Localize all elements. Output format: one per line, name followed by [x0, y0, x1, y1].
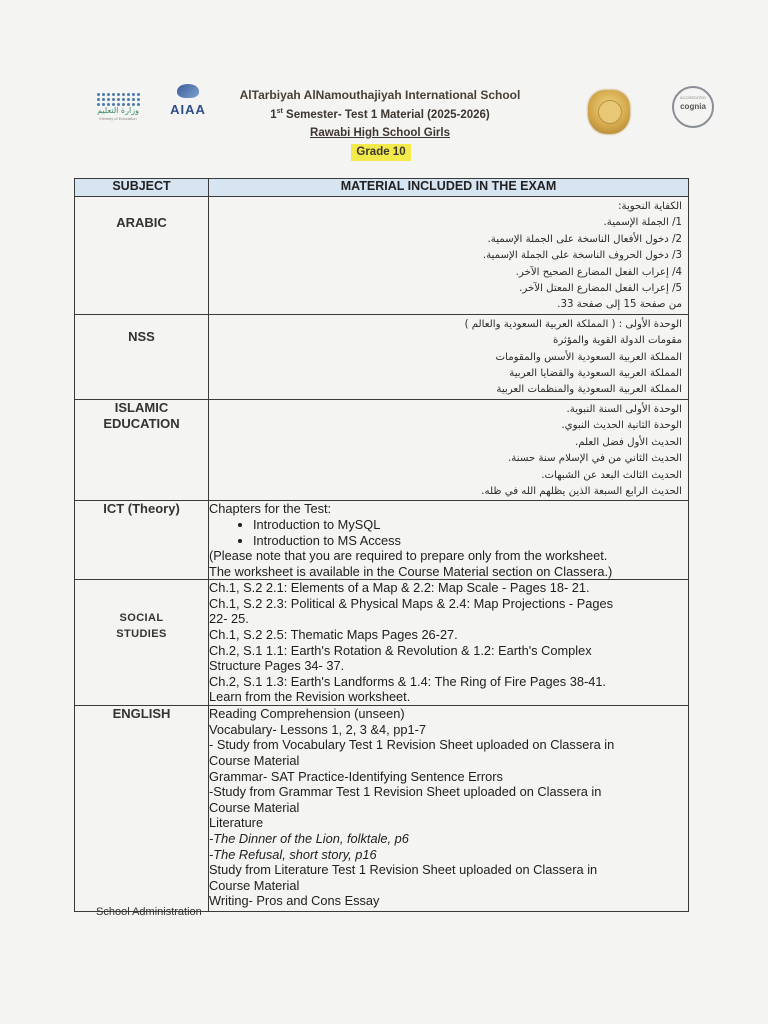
table-row-ict	[75, 501, 689, 580]
subject-cell: ARABIC	[75, 197, 209, 315]
cognia-logo	[672, 86, 714, 128]
semester-title-rest: Semester- Test 1 Material (2025-2026)	[282, 108, 490, 121]
grade-badge: Grade 10	[351, 144, 411, 161]
cognia-logo-text: cognia	[680, 102, 706, 111]
material-line: 1/ الجملة الإسمية.	[603, 217, 682, 229]
table-header-row	[75, 179, 689, 197]
material-line: Course Material	[209, 877, 300, 893]
material-line: Learn from the Revision worksheet.	[209, 689, 411, 705]
material-line: Literature	[209, 815, 264, 831]
crest-center-icon	[598, 100, 622, 124]
material-line: (Please note that you are required to prepare only from the worksheet.	[209, 548, 608, 564]
exam-material-table	[74, 178, 689, 912]
material-line: -The Dinner of the Lion, folktale, p6	[209, 831, 409, 847]
material-line: المملكة العربية السعودية والقضايا العربية	[509, 368, 682, 380]
material-line: 22- 25.	[209, 611, 249, 627]
subject-cell	[75, 580, 209, 706]
list-item: • Introduction to MS Access	[253, 533, 688, 549]
campus-name: Rawabi High School Girls	[310, 127, 450, 139]
subject-line: EDUCATION	[103, 415, 180, 431]
chapter-bullet-list	[209, 517, 688, 548]
material-line: Ch.1, S.2 2.5: Thematic Maps Pages 26-27.	[209, 627, 458, 643]
moe-dots-mark	[96, 92, 140, 106]
material-line: 3/ دخول الحروف الناسخة على الجملة الإسمية.	[482, 250, 682, 262]
material-line: الحديث الثاني من في الإسلام سنة حسنة.	[508, 453, 682, 465]
material-cell	[209, 197, 689, 315]
material-line: المملكة العربية السعودية والمنظمات العربية	[496, 384, 682, 396]
cognia-accredited-text: ACCREDITED	[679, 95, 706, 100]
material-cell	[209, 399, 689, 500]
material-line: الحديث الرابع السبعة الذين يظلهم الله في ظله.	[481, 485, 682, 497]
subject-cell: ENGLISH	[75, 706, 209, 912]
material-line: Ch.1, S.2 2.1: Elements of a Map & 2.2: Map Scale - Pages 18- 21.	[209, 580, 590, 596]
material-line: Reading Comprehension (unseen)	[209, 706, 405, 722]
subject-line: SOCIAL	[119, 612, 164, 625]
material-line: المملكة العربية السعودية الأسس والمقومات	[495, 351, 682, 363]
material-line: الوحدة الثانية الحديث النبوي.	[561, 420, 682, 432]
subject-cell: ICT (Theory)	[75, 501, 209, 580]
material-line: الحديث الثالث البعد عن الشبهات.	[541, 469, 682, 481]
material-line: - Study from Vocabulary Test 1 Revision Sheet uploaded on Classera in	[209, 737, 615, 753]
material-line: Study from Literature Test 1 Revision Sheet uploaded on Classera in	[209, 862, 598, 878]
list-item: • Introduction to MySQL	[253, 517, 688, 533]
semester-ordinal: 1	[270, 108, 277, 121]
subject-line: ISLAMIC	[114, 399, 169, 415]
table-row-nss	[75, 314, 689, 399]
material-line: Course Material	[209, 799, 300, 815]
material-line: -The Refusal, short story, p16	[209, 846, 377, 862]
material-line: Ch.2, S.1 1.3: Earth's Landforms & 1.4: The Ring of Fire Pages 38-41.	[209, 673, 606, 689]
material-cell	[209, 706, 689, 912]
semester-title	[210, 108, 550, 121]
material-line: Vocabulary- Lessons 1, 2, 3 &4, pp1-7	[209, 721, 426, 737]
material-line: مقومات الدولة القوية والمؤثرة	[553, 335, 682, 347]
material-line: الحديث الأول فضل العلم.	[574, 436, 682, 448]
material-line: The worksheet is available in the Course Material section on Classera.)	[209, 563, 613, 579]
table-row-english	[75, 706, 689, 912]
ministry-of-education-logo	[92, 92, 144, 126]
material-line: Course Material	[209, 753, 300, 769]
material-cell	[209, 580, 689, 706]
material-line: من صفحة 15 إلى صفحة 33.	[557, 299, 682, 311]
material-line: 5/ إعراب الفعل المضارع المعتل الآخر.	[519, 283, 682, 295]
material-line: Ch.2, S.1 1.1: Earth's Rotation & Revolution & 1.2: Earth's Complex	[209, 642, 592, 658]
school-name: AlTarbiyah AlNamouthajiyah International School	[239, 88, 521, 102]
material-line: Structure Pages 34- 37.	[209, 658, 345, 674]
material-line: -Study from Grammar Test 1 Revision Sheet uploaded on Classera in	[209, 784, 602, 800]
semester-ordinal-suffix: st	[276, 108, 283, 115]
school-crest-logo	[588, 90, 630, 134]
material-cell	[209, 501, 689, 580]
aiaa-mark-icon	[177, 84, 199, 98]
subject-cell	[75, 399, 209, 500]
material-line: Ch.1, S.2 2.3: Political & Physical Maps & 2.4: Map Projections - Pages	[209, 595, 614, 611]
table-row-islamic-education	[75, 399, 689, 500]
moe-logo-english: Ministry of Education	[99, 116, 137, 121]
aiaa-logo-text: AIAA	[170, 102, 206, 117]
subject-column-header: SUBJECT	[75, 179, 209, 197]
material-line: Grammar- SAT Practice-Identifying Sentence Errors	[209, 768, 503, 784]
table-row-social-studies	[75, 580, 689, 706]
moe-logo-arabic: وزارة التعليم	[97, 106, 139, 115]
material-column-header: MATERIAL INCLUDED IN THE EXAM	[209, 179, 689, 197]
table-row-arabic	[75, 197, 689, 315]
material-line: الكفاية النحوية:	[618, 201, 682, 212]
subject-cell: NSS	[75, 314, 209, 399]
subject-line: STUDIES	[116, 628, 167, 641]
aiaa-logo	[160, 84, 216, 120]
material-line: Writing- Pros and Cons Essay	[209, 893, 380, 909]
material-cell	[209, 314, 689, 399]
material-line: الوحدة الأولى : ( المملكة العربية السعودية والعالم )	[464, 318, 682, 330]
material-line: الوحدة الأولى السنة النبوية.	[566, 403, 682, 415]
material-line: 4/ إعراب الفعل المضارع الصحيح الآخر.	[515, 266, 682, 278]
footer-signature: School Administration	[96, 906, 202, 918]
material-line: Chapters for the Test:	[209, 501, 332, 517]
material-line: 2/ دخول الأفعال الناسخة على الجملة الإسمية.	[487, 233, 682, 245]
